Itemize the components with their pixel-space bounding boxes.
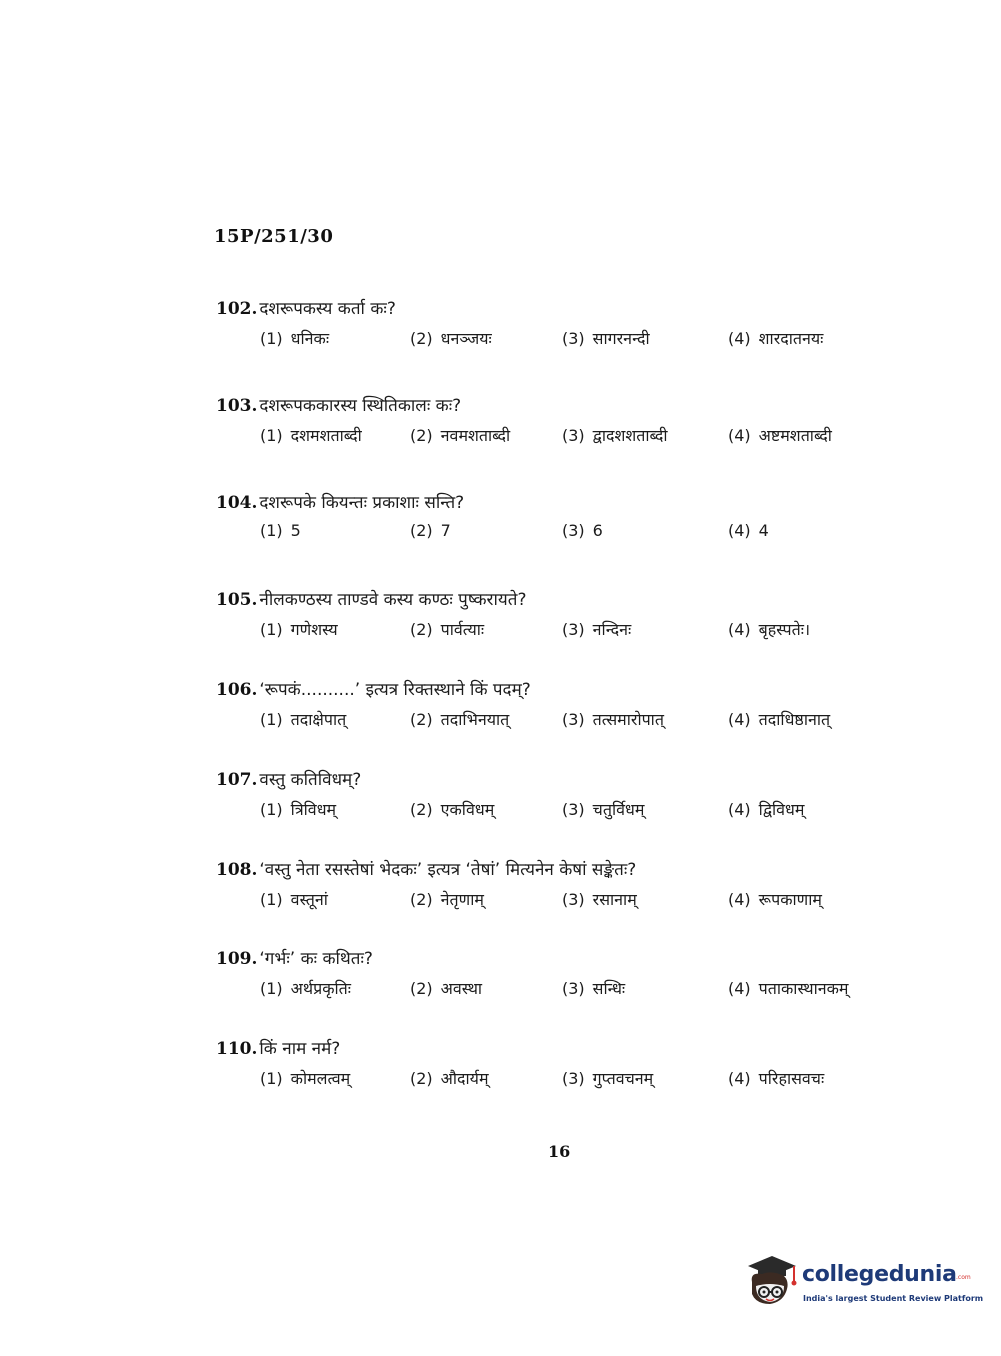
question-number: 107.: [216, 770, 258, 790]
option-4: (4) अष्टमशताब्दी: [728, 426, 832, 445]
brand-name: collegedunia: [802, 1262, 957, 1287]
option-1: (1) त्रिविधम्: [260, 800, 337, 819]
question-104: [216, 490, 896, 551]
question-text: दशरूपकस्य कर्ता कः?: [259, 299, 396, 319]
option-4: (4) तदाधिष्ठानात्: [728, 710, 831, 729]
option-list: [216, 977, 896, 1007]
question-number: 108.: [216, 860, 258, 880]
question-107: [216, 767, 896, 828]
question-text: ‘रूपकं..........’ इत्यत्र रिक्तस्थाने किं पदम्?: [259, 680, 531, 700]
page-number: 16: [548, 1142, 571, 1161]
option-2: (2) अवस्था: [410, 979, 483, 998]
question-102: [216, 296, 896, 357]
option-2: (2) पार्वत्याः: [410, 620, 485, 639]
question-text: ‘वस्तु नेता रसस्तेषां भेदकः’ इत्यत्र ‘तेषां’ मित्यनेन केषां सङ्केतः?: [259, 860, 637, 880]
option-2: (2) एकविधम्: [410, 800, 495, 819]
collegedunia-logo: [742, 1252, 984, 1312]
option-list: [216, 327, 896, 357]
question-text: किं नाम नर्म?: [259, 1039, 341, 1059]
option-4: (4) द्विविधम्: [728, 800, 805, 819]
question-text: दशरूपके कियन्तः प्रकाशाः सन्ति?: [259, 493, 465, 513]
option-3: (3) सागरनन्दी: [562, 329, 650, 348]
question-text: दशरूपककारस्य स्थितिकालः कः?: [259, 396, 462, 416]
option-1: (1) 5: [260, 521, 301, 540]
question-number: 110.: [216, 1039, 258, 1059]
option-2: (2) औदार्यम्: [410, 1069, 489, 1088]
option-2: (2) धनञ्जयः: [410, 329, 492, 348]
question-110: [216, 1036, 896, 1097]
option-list: [216, 1067, 896, 1097]
question-number: 104.: [216, 493, 258, 513]
option-4: (4) पताकास्थानकम्: [728, 979, 849, 998]
question-number: 102.: [216, 299, 258, 319]
option-3: (3) नन्दिनः: [562, 620, 632, 639]
question-number: 106.: [216, 680, 258, 700]
question-108: [216, 857, 896, 918]
option-4: (4) शारदातनयः: [728, 329, 824, 348]
option-2: (2) तदाभिनयात्: [410, 710, 510, 729]
brand-domain-suffix: .com: [956, 1274, 971, 1281]
question-105: [216, 587, 896, 648]
paper-code: 15P/251/30: [214, 226, 334, 247]
option-3: (3) 6: [562, 521, 603, 540]
option-4: (4) बृहस्पतेः।: [728, 620, 811, 639]
option-list: [216, 521, 896, 551]
brand-tagline: India's largest Student Review Platform: [803, 1294, 984, 1303]
option-3: (3) चतुर्विधम्: [562, 800, 645, 819]
option-1: (1) तदाक्षेपात्: [260, 710, 347, 729]
option-4: (4) परिहासवचः: [728, 1069, 825, 1088]
option-list: [216, 424, 896, 454]
option-1: (1) धनिकः: [260, 329, 330, 348]
question-106: [216, 677, 896, 738]
option-2: (2) 7: [410, 521, 451, 540]
student-mascot-icon: [742, 1252, 798, 1312]
option-list: [216, 798, 896, 828]
option-4: (4) रूपकाणाम्: [728, 890, 822, 909]
question-number: 103.: [216, 396, 258, 416]
option-3: (3) सन्धिः: [562, 979, 626, 998]
option-1: (1) अर्थप्रकृतिः: [260, 979, 352, 998]
question-text: वस्तु कतिविधम्?: [259, 770, 362, 790]
option-3: (3) तत्समारोपात्: [562, 710, 664, 729]
option-3: (3) गुप्तवचनम्: [562, 1069, 654, 1088]
option-1: (1) वस्तूनां: [260, 890, 328, 909]
question-103: [216, 393, 896, 454]
option-3: (3) द्वादशशताब्दी: [562, 426, 668, 445]
option-2: (2) नवमशताब्दी: [410, 426, 511, 445]
question-number: 105.: [216, 590, 258, 610]
option-1: (1) दशमशताब्दी: [260, 426, 362, 445]
question-text: ‘गर्भः’ कः कथितः?: [259, 949, 373, 969]
option-3: (3) रसानाम्: [562, 890, 637, 909]
question-text: नीलकण्ठस्य ताण्डवे कस्य कण्ठः पुष्करायते?: [259, 590, 527, 610]
question-109: [216, 946, 896, 1007]
option-list: [216, 888, 896, 918]
option-2: (2) नेतृणाम्: [410, 890, 484, 909]
option-1: (1) कोमलत्वम्: [260, 1069, 351, 1088]
question-number: 109.: [216, 949, 258, 969]
option-list: [216, 708, 896, 738]
option-4: (4) 4: [728, 521, 769, 540]
option-1: (1) गणेशस्य: [260, 620, 338, 639]
option-list: [216, 618, 896, 648]
